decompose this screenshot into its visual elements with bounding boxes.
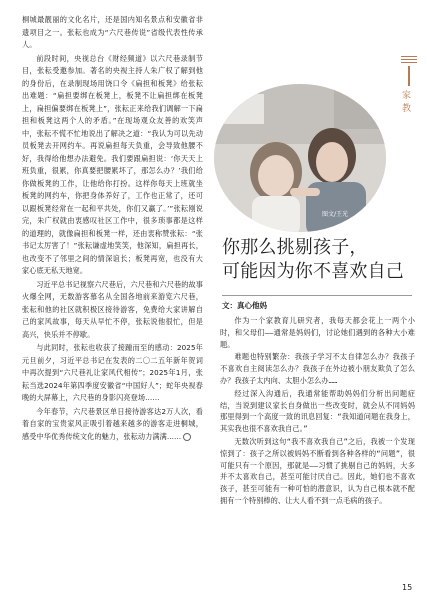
left-paragraph-5-text: 今年春节，六尺巷景区单日接待游客达2万人次，看着自家的宝贵家风正吸引着越来越多的游客走进桐城，感受中华优秀传统文化的魅力，张耘动力满满…… <box>22 406 203 441</box>
right-paragraph-2: 难题也特别繁杂：我孩子学习不太自律怎么办？我孩子不喜欢自主阅读怎么办？我孩子在外边被小朋友欺负了怎么办？我孩子太内向、太胆小怎么办…… <box>220 352 415 385</box>
left-paragraph-2: 前段时间，央视总台《财经频道》以六尺巷录制节目，张耘受邀参加。著名的央视主持人朱广权了解到他的身份后，在录制现场用饶口令《扁担和板凳》给张耘出难题：“扁担要绑在板凳上，板凳不让扁担绑在板凳上，扁担偏要绑在板凳上”，张耘正来给我们调解一下扁担和板凳这两个人的矛盾。”在现场观众友善的欢笑声中，张耘不慌不忙地说出了解决之道：“我认为可以先动员板凳去开网约车。再说扁担每天负重，会导致他腰不好，我得给他想办法避免。我们要跟扁担说：‘你天天上班负重，很累，你真要把腰累坏了，那怎么办？’我们给你做板凳的工作，让他给你打扮。这样你每天上班就坐板凳的网约车，你把身体养好了，工作也正常了，还可以跟板凳经常在一起和平共处，你们又赢了。’”张耘刚说完，朱广权就由衷感叹社区工作中，很多琐事都是这样的道理的，就像扁担和板凳一样，还由衷称赞张耘：“张书记太厉害了！”张耘谦虚地笑笑，他深知，扁担再长，也改变不了邻里之间的情深谊长；板凳再宽，也没有大家心底无私天地宽。 <box>22 53 203 275</box>
right-paragraph-3: 经过深入沟通后，我通常能帮助妈妈们分析出问题症结，当说到建议家长自身做出一些改变时，就会从不同妈妈那里得到一个高度一致的讯息回复：“我知道问题在我身上，其实我也很不喜欢我自己。” <box>220 388 415 434</box>
title-line-1: 你那么挑剔孩子， <box>222 237 368 258</box>
right-paragraph-4: 无数次听到这句“我不喜欢我自己”之后，我被一个发现惊到了：孩子之所以被妈妈不断看到各种各样的“问题”，很可能只有一个原因，那就是——习惯了挑剔自己的妈妈，大多并不太喜欢自己，甚至可能讨厌自己。因此，她们也不喜欢孩子，甚至可能有一种可怕的潜意识，认为自己根本就不配拥有一个特别棒的、让大人看不到一点毛病的孩子。 <box>220 436 415 505</box>
left-column-article <box>22 14 203 574</box>
section-bar <box>408 66 410 86</box>
decorative-lines <box>401 56 417 65</box>
end-mark-icon <box>183 433 191 441</box>
byline: 文：真心他妈 <box>222 301 267 310</box>
left-paragraph-4: 与此同时，张耘也收获了接踵而至的感动：2025年元旦前夕，习近平总书记在发表的二〇二五年新年贺词中再次提到“六尺巷礼让家风代相传”；2025年1月，张耘当选2024年第四季度安徽省“中国好人”；蛇年央视春晚的大屏幕上，六尺巷的身影闪亮登场…… <box>22 343 203 402</box>
mother-child-illustration <box>214 84 386 232</box>
right-paragraph-1: 作为一个家教育儿研究者，我每天都会花上一两个小时，和父母们——通常是妈妈们，讨论她们遇到的各种大小难题。 <box>220 316 415 349</box>
section-label <box>399 66 419 116</box>
page-number: 15 <box>402 583 413 592</box>
article-title <box>222 236 412 284</box>
left-paragraph-3: 习近平总书记视察六尺巷后，六尺巷和六尺巷的故事火爆全网，无数游客慕名从全国各地前来游览六尺巷，张耘和他的社区就积极区接待游客，免费给大家讲解自己的家风故事，每天从早忙不停，张耘说他很忙，但是高兴，快乐并不停歇。 <box>22 279 203 339</box>
article-photo <box>214 84 386 232</box>
right-column-article <box>220 315 415 508</box>
photo-credit: 图文/王光 <box>322 211 349 218</box>
section-label-text: 家教 <box>400 90 410 116</box>
left-paragraph-5 <box>22 406 203 444</box>
title-divider <box>222 295 412 296</box>
title-line-2: 可能因为你不喜欢自己 <box>222 261 404 282</box>
left-paragraph-1: 桐城最靓丽的文化名片，还是国内知名景点和安徽省非遗项目之一。张耘也成为“六尺巷传说”省级代表性传承人。 <box>22 15 203 49</box>
